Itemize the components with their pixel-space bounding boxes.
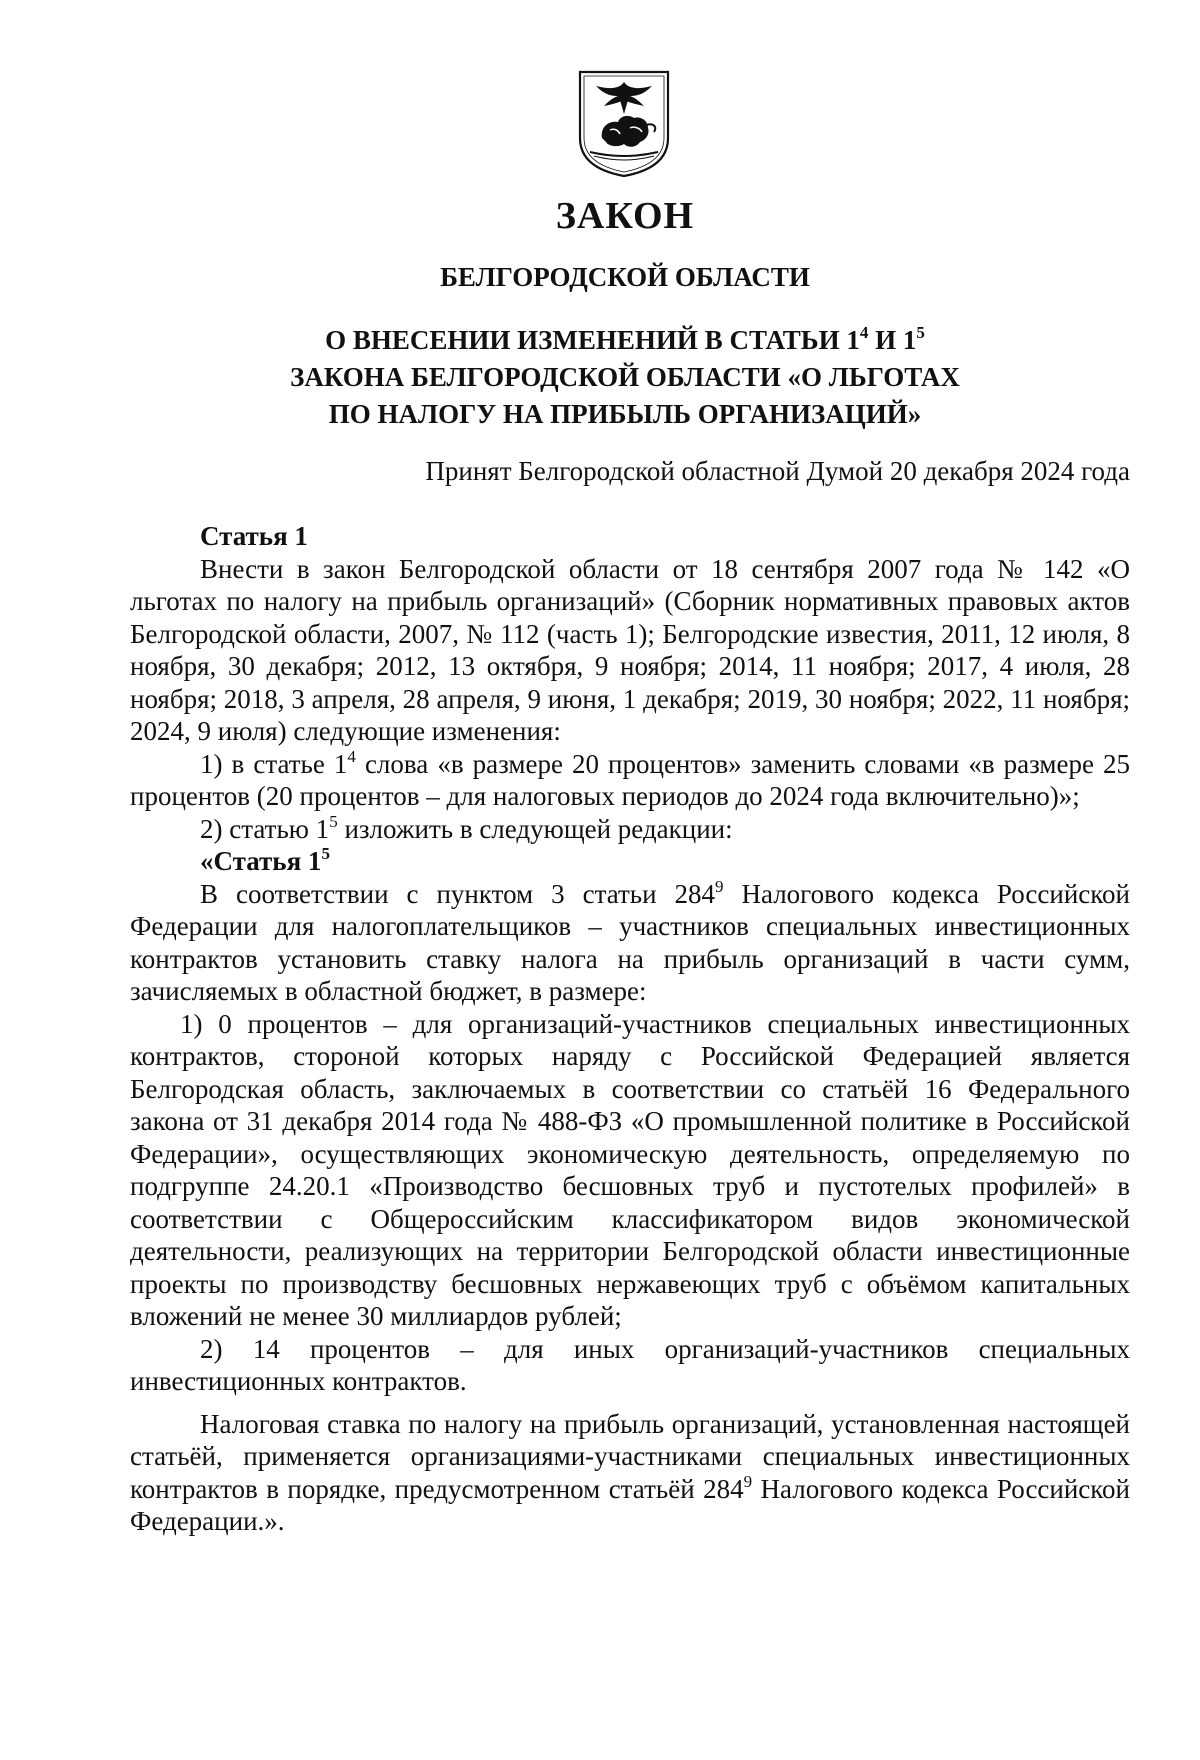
region-heading: БЕЛГОРОДСКОЙ ОБЛАСТИ (440, 262, 810, 292)
rate-item-1: 1) 0 процентов – для организаций-участников специальных инвестиционных контрактов, стороной которых наряду с Российской Федерацией является Белгородская область, заключаемых в соответствии со статьёй 16 Федерального закона от 31 декабря 2014 года № 488-ФЗ «О промышленной политике в Российской Федерации», осуществляющих экономическую деятельность, определяемую по подгруппе 24.20.1 «Производство бесшовных труб и пустотелых профилей» в соответствии с Общероссийским классификатором видов экономической деятельности, реализующих на территории Белгородской области инвестиционные проекты по производству бесшовных нержавеющих труб с объёмом капитальных вложений не менее 30 миллиардов рублей; (130, 1008, 1130, 1331)
paragraph-text: Налогового кодекса Российской Федерации.». (130, 1473, 1130, 1536)
item-text: изложить в следующей редакции: (337, 813, 733, 844)
amendment-item-2 (130, 813, 1130, 846)
law-subject-line-2: ЗАКОНА БЕЛГОРОДСКОЙ ОБЛАСТИ «О ЛЬГОТАХ (290, 362, 960, 392)
law-subject-title (0, 322, 1200, 433)
article-1-heading: Статья 1 (200, 521, 308, 551)
subject-text: И 1 (868, 325, 917, 355)
heading-text: «Статья 1 (200, 846, 322, 876)
superscript: 5 (916, 323, 925, 342)
new-article-paragraph-2 (130, 1408, 1130, 1538)
article-1 (130, 520, 1130, 1538)
superscript: 5 (321, 844, 330, 863)
adoption-note: Принят Белгородской областной Думой 20 декабря 2024 года (425, 456, 1130, 486)
rate-item-2: 2) 14 процентов – для иных организаций-участников специальных инвестиционных контрактов. (130, 1333, 1130, 1396)
paragraph-text: В соответствии с пунктом 3 статьи 284 (200, 878, 716, 909)
law-subject-line-3: ПО НАЛОГУ НА ПРИБЫЛЬ ОРГАНИЗАЦИЙ» (328, 399, 922, 429)
paragraph-text: Налоговая ставка по налогу на прибыль организаций, установленная настоящей статьёй, применяется организациями-участниками специальных инвестиционных контрактов в порядке, предусмотренном статьёй 284 (130, 1408, 1130, 1504)
document-type-heading: ЗАКОН (555, 195, 695, 237)
superscript: 4 (859, 323, 869, 342)
item-text: 2) статью 1 (200, 813, 330, 844)
subject-text: О ВНЕСЕНИИ ИЗМЕНЕНИЙ В СТАТЬИ 1 (325, 325, 860, 355)
item-text: 1) в статье 1 (200, 748, 348, 779)
item-text: слова «в размере 20 процентов» заменить словами «в размере 25 процентов (20 процентов – для налоговых периодов до 2024 года включительно)»; (130, 748, 1130, 811)
amendment-item-1 (130, 748, 1130, 813)
superscript: 9 (743, 1471, 753, 1491)
superscript: 4 (347, 746, 356, 766)
belgorod-region-coat-of-arms-icon (574, 68, 674, 180)
superscript: 9 (715, 876, 724, 896)
new-article-paragraph-1 (130, 878, 1130, 1008)
superscript: 5 (329, 811, 338, 831)
paragraph-text: Налогового кодекса Российской Федерации для налогоплательщиков – участников специальных инвестиционных контрактов установить ставку налога на прибыль организаций в части сумм, зачисляемых в областной бюджет, в размере: (130, 878, 1130, 1006)
article-1-intro: Внести в закон Белгородской области от 18 сентября 2007 года № 142 «О льготах по налогу на прибыль организаций» (Сборник нормативных правовых актов Белгородской области, 2007, № 112 (часть 1); Белгородские известия, 2011, 12 июля, 8 ноября, 30 декабря; 2012, 13 октября, 9 ноября; 2014, 11 ноября; 2017, 4 июля, 28 ноября; 2018, 3 апреля, 28 апреля, 9 июня, 1 декабря; 2019, 30 ноября; 2022, 11 ноября; 2024, 9 июля) следующие изменения: (130, 553, 1130, 746)
new-article-heading (130, 845, 1130, 878)
law-subject-line-1 (0, 322, 1200, 359)
